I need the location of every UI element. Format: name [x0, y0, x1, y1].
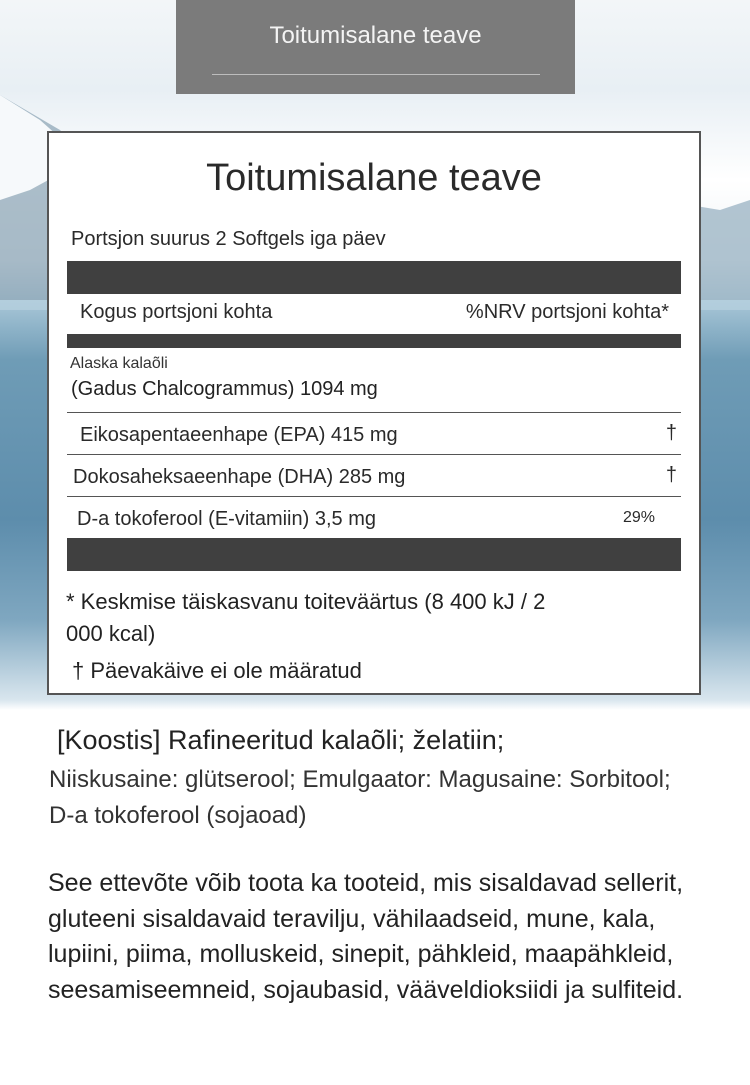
- allergen-notice: See ettevõte võib toota ka tooteid, mis sisaldavad sellerit, gluteeni sisaldavaid teravilju, vähilaadseid, mune, kala, lupiini, piima, molluskeid, sinepit, pähkleid, maapähkleid, seesamiseemneid, sojaubasid, vääveldioksiidi ja sulfiteid.: [48, 869, 684, 1004]
- source-label: Alaska kalaõli: [70, 355, 168, 372]
- footnote-reference-intake: * Keskmise täiskasvanu toiteväärtus (8 400 kJ / 2 000 kcal): [66, 589, 546, 646]
- panel-title: Toitumisalane teave: [206, 157, 542, 199]
- source-detail: (Gadus Chalcogrammus) 1094 mg: [71, 378, 378, 400]
- column-header-nrv: %NRV portsjoni kohta*: [465, 301, 669, 323]
- header-tab: [176, 0, 575, 94]
- nutrient-nrv-vitamin-e: 29%: [622, 509, 655, 526]
- serving-size: Portsjon suurus 2 Softgels iga päev: [71, 228, 386, 250]
- row-divider: [67, 412, 681, 413]
- row-divider: [67, 454, 681, 455]
- divider-bar-bottom: [67, 538, 681, 571]
- column-header-amount: Kogus portsjoni kohta: [80, 301, 273, 323]
- ingredients-body: Niiskusaine: glütserool; Emulgaator: Magusaine: Sorbitool; D-a tokoferool (sojaoad): [49, 766, 671, 829]
- nutrient-nrv-epa: †: [665, 422, 677, 444]
- nutrient-row-dha: Dokosaheksaeenhape (DHA) 285 mg: [73, 466, 406, 488]
- footnote-dagger: † Päevakäive ei ole määratud: [72, 658, 362, 683]
- header-divider: [212, 74, 540, 75]
- nutrient-row-vitamin-e: D-a tokoferool (E-vitamiin) 3,5 mg: [77, 508, 376, 530]
- nutrition-facts-panel: [47, 131, 701, 695]
- row-divider: [67, 496, 681, 497]
- ingredients-heading: [Koostis] Rafineeritud kalaõli; želatiin;: [57, 725, 505, 755]
- divider-bar-header: [67, 334, 681, 348]
- nutrient-row-epa: Eikosapentaeenhape (EPA) 415 mg: [80, 424, 398, 446]
- nutrient-nrv-dha: †: [665, 464, 677, 486]
- divider-bar-top: [67, 261, 681, 294]
- header-title: Toitumisalane teave: [269, 22, 482, 49]
